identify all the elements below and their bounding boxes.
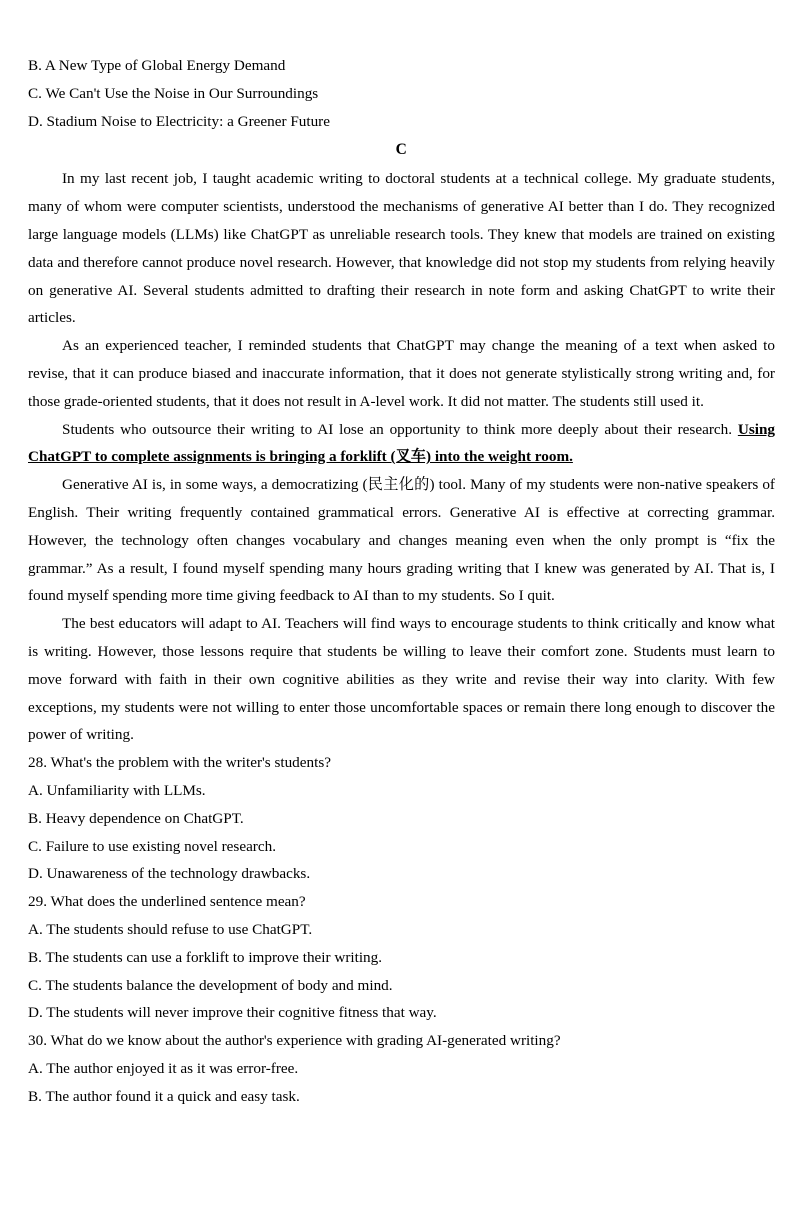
question-option[interactable]: C. Failure to use existing novel research. [28, 837, 276, 855]
question-stem: 30. What do we know about the author's experience with grading AI-generated writing? [28, 1032, 561, 1050]
passage-paragraph: In my last recent job, I taught academic writing to doctoral students at a technical college. My graduate students, many of whom were computer scientists, understood the mechanisms of generative AI better than I do. They recognized large language models (LLMs) like ChatGPT as unreliable research tools. They knew that models are trained on existing data and therefore cannot produce novel research. However, that knowledge did not stop my students from relying heavily on generative AI. Several students admitted to drafting their research in note form and asking ChatGPT to write their articles. [28, 170, 775, 327]
question-option[interactable]: D. The students will never improve their cognitive fitness that way. [28, 1004, 437, 1022]
question-option[interactable]: B. The author found it a quick and easy task. [28, 1087, 300, 1105]
question-option[interactable]: A. The author enjoyed it as it was error-free. [28, 1059, 299, 1077]
question-stem: 28. What's the problem with the writer's students? [28, 754, 331, 772]
passage-paragraph: Generative AI is, in some ways, a democratizing (民主化的) tool. Many of my students were non-native speakers of English. Their writing frequently contained grammatical errors. Generative AI is effective at correcting grammar. However, the technology often changes vocabulary and changes meaning even when the only prompt is “fix the grammar.” As a result, I found myself spending many hours grading writing that I knew was generated by AI. That is, I found myself spending more time giving feedback to AI than to my students. So I quit. [28, 476, 775, 605]
question-option[interactable]: B. The students can use a forklift to improve their writing. [28, 948, 383, 966]
question-option[interactable]: D. Unawareness of the technology drawbacks. [28, 865, 311, 883]
question-option[interactable]: A. The students should refuse to use ChatGPT. [28, 920, 313, 938]
option-item: D. Stadium Noise to Electricity: a Greener Future [28, 112, 330, 130]
question-option[interactable]: C. The students balance the development of body and mind. [28, 976, 393, 994]
question-option[interactable]: A. Unfamiliarity with LLMs. [28, 781, 206, 799]
passage-paragraph-underlined [28, 416, 775, 472]
question-stem: 29. What does the underlined sentence mean? [28, 893, 306, 911]
question-block-28 [28, 749, 775, 888]
underlined-sentence: Using ChatGPT to complete assignments is bringing a forklift (叉车) into the weight room. [28, 420, 775, 466]
paragraph-plain-text: Students who outsource their writing to AI lose an opportunity to think more deeply about their research. [62, 420, 738, 438]
section-letter: C [395, 141, 408, 159]
passage-paragraph: As an experienced teacher, I reminded students that ChatGPT may change the meaning of a text when asked to revise, that it can produce biased and inaccurate information, that it does not generate stylistically strong writing and, for those grade-oriented students, that it does not result in A-level work. It did not matter. The students still used it. [28, 337, 775, 410]
question-option[interactable]: B. Heavy dependence on ChatGPT. [28, 809, 244, 827]
question-block-29 [28, 888, 775, 1027]
passage-paragraph: The best educators will adapt to AI. Teachers will find ways to encourage students to think critically and know what is writing. However, those lessons require that students be willing to leave their comfort zone. Students must learn to move forward with faith in their own cognitive abilities as they write and revise their way into clarity. With few exceptions, my students were not willing to enter those uncomfortable spaces or remain there long enough to discover the power of writing. [28, 615, 775, 744]
option-item: B. A New Type of Global Energy Demand [28, 57, 286, 74]
top-options-list [28, 52, 775, 135]
option-item: C. We Can't Use the Noise in Our Surroundings [28, 84, 319, 102]
question-block-30 [28, 1027, 775, 1110]
